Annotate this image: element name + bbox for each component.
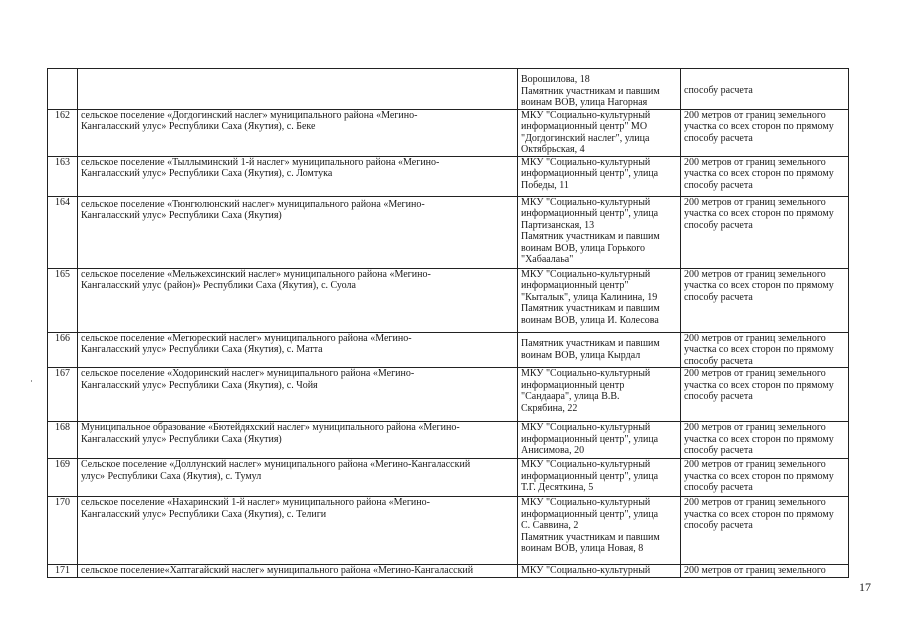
distance-rule: 200 метров от границ земельного: [681, 565, 849, 578]
object-address: МКУ "Социально-культурный информационный центр", улица Партизанская, 13 Памятник участникам и павшим воинам ВОВ, улица Горького "Хабаалаьа": [518, 196, 681, 268]
table-row: [48, 332, 849, 368]
object-address: МКУ "Социально-культурный информационный центр", улица Победы, 11: [518, 156, 681, 196]
object-address: Ворошилова, 18 Памятник участникам и павшим воинам ВОВ, улица Нагорная: [518, 69, 681, 110]
distance-rule: 200 метров от границ земельного участка со всех сторон по прямому способу расчета: [681, 422, 849, 459]
distance-rule: 200 метров от границ земельного участка со всех сторон по прямому способу расчета: [681, 268, 849, 332]
scan-mark: [31, 380, 32, 382]
row-number: 162: [48, 109, 78, 156]
object-address: МКУ "Социально-культурный информационный центр" МО "Догдогинский наслег", улица Октябрьская, 4: [518, 109, 681, 156]
row-number: 163: [48, 156, 78, 196]
distance-rule: 200 метров от границ земельного участка со всех сторон по прямому способу расчета: [681, 156, 849, 196]
table-row: [48, 196, 849, 268]
distance-rule: 200 метров от границ земельного участка со всех сторон по прямому способу расчета: [681, 459, 849, 497]
object-address: Памятник участникам и павшим воинам ВОВ, улица Кырдал: [518, 332, 681, 368]
table-row: [48, 268, 849, 332]
settlement-description: сельское поселение«Хаптагайский наслег» муниципального района «Мегино-Кангаласский: [78, 565, 518, 578]
distance-rule: 200 метров от границ земельного участка со всех сторон по прямому способу расчета: [681, 497, 849, 565]
object-address: МКУ "Социально-культурный: [518, 565, 681, 578]
settlement-description: сельское поселение «Тюнгюлюнский наслег» муниципального района «Мегино- Кангаласский улус» Республики Саха (Якутия): [78, 196, 518, 268]
row-number: 164: [48, 196, 78, 268]
row-number: 169: [48, 459, 78, 497]
settlements-table: [47, 68, 849, 578]
row-number: 170: [48, 497, 78, 565]
settlement-description: сельское поселение «Тыллыминский 1-й наслег» муниципального района «Мегино- Кангаласский улус» Республики Саха (Якутия), с. Ломтука: [78, 156, 518, 196]
row-number: 167: [48, 368, 78, 422]
table-row: [48, 422, 849, 459]
row-number: 168: [48, 422, 78, 459]
settlement-description: сельское поселение «Ходоринский наслег» муниципального района «Мегино- Кангаласский улус» Республики Саха (Якутия), с. Чойя: [78, 368, 518, 422]
table-row: [48, 156, 849, 196]
table-row: [48, 565, 849, 578]
distance-rule: 200 метров от границ земельного участка со всех сторон по прямому способу расчета: [681, 196, 849, 268]
settlement-description: сельское поселение «Догдогинский наслег» муниципального района «Мегино- Кангаласский улус» Республики Саха (Якутия), с. Беке: [78, 109, 518, 156]
table-row: [48, 109, 849, 156]
object-address: МКУ "Социально-культурный информационный центр "Сандаара", улица В.В. Скрябина, 22: [518, 368, 681, 422]
row-number: 165: [48, 268, 78, 332]
table-row: [48, 69, 849, 110]
table-row: [48, 497, 849, 565]
distance-rule: способу расчета: [681, 69, 849, 110]
object-address: МКУ "Социально-культурный информационный центр", улица Т.Г. Десяткина, 5: [518, 459, 681, 497]
settlement-description: [78, 69, 518, 110]
settlement-description: Муниципальное образование «Бютейдяхский наслег» муниципального района «Мегино- Кангаласский улус» Республики Саха (Якутия): [78, 422, 518, 459]
settlement-description: сельское поселение «Мегюреский наслег» муниципального района «Мегино- Кангаласский улус» Республики Саха (Якутия), с. Матта: [78, 332, 518, 368]
distance-rule: 200 метров от границ земельного участка со всех сторон по прямому способу расчета: [681, 368, 849, 422]
table-row: [48, 459, 849, 497]
object-address: МКУ "Социально-культурный информационный центр", улица Анисимова, 20: [518, 422, 681, 459]
distance-rule: 200 метров от границ земельного участка со всех сторон по прямому способу расчета: [681, 332, 849, 368]
settlement-description: Сельское поселение «Доллунский наслег» муниципального района «Мегино-Кангаласский улус» Республики Саха (Якутия), с. Тумул: [78, 459, 518, 497]
row-number: 171: [48, 565, 78, 578]
object-address: МКУ "Социально-культурный информационный центр" "Кыталык", улица Калинина, 19 Памятник участникам и павшим воинам ВОВ, улица И. Колесова: [518, 268, 681, 332]
row-number: 166: [48, 332, 78, 368]
object-address: МКУ "Социально-культурный информационный центр", улица С. Саввина, 2 Памятник участникам и павшим воинам ВОВ, улица Новая, 8: [518, 497, 681, 565]
page-number: 17: [859, 580, 871, 594]
row-number: [48, 69, 78, 110]
settlement-description: сельское поселение «Нахаринский 1-й наслег» муниципального района «Мегино- Кангаласский улус» Республики Саха (Якутия), с. Телиги: [78, 497, 518, 565]
settlement-description: сельское поселение «Мельжехсинский наслег» муниципального района «Мегино- Кангаласский улус (район)» Республики Саха (Якутия), с. Суола: [78, 268, 518, 332]
distance-rule: 200 метров от границ земельного участка со всех сторон по прямому способу расчета: [681, 109, 849, 156]
table-row: [48, 368, 849, 422]
